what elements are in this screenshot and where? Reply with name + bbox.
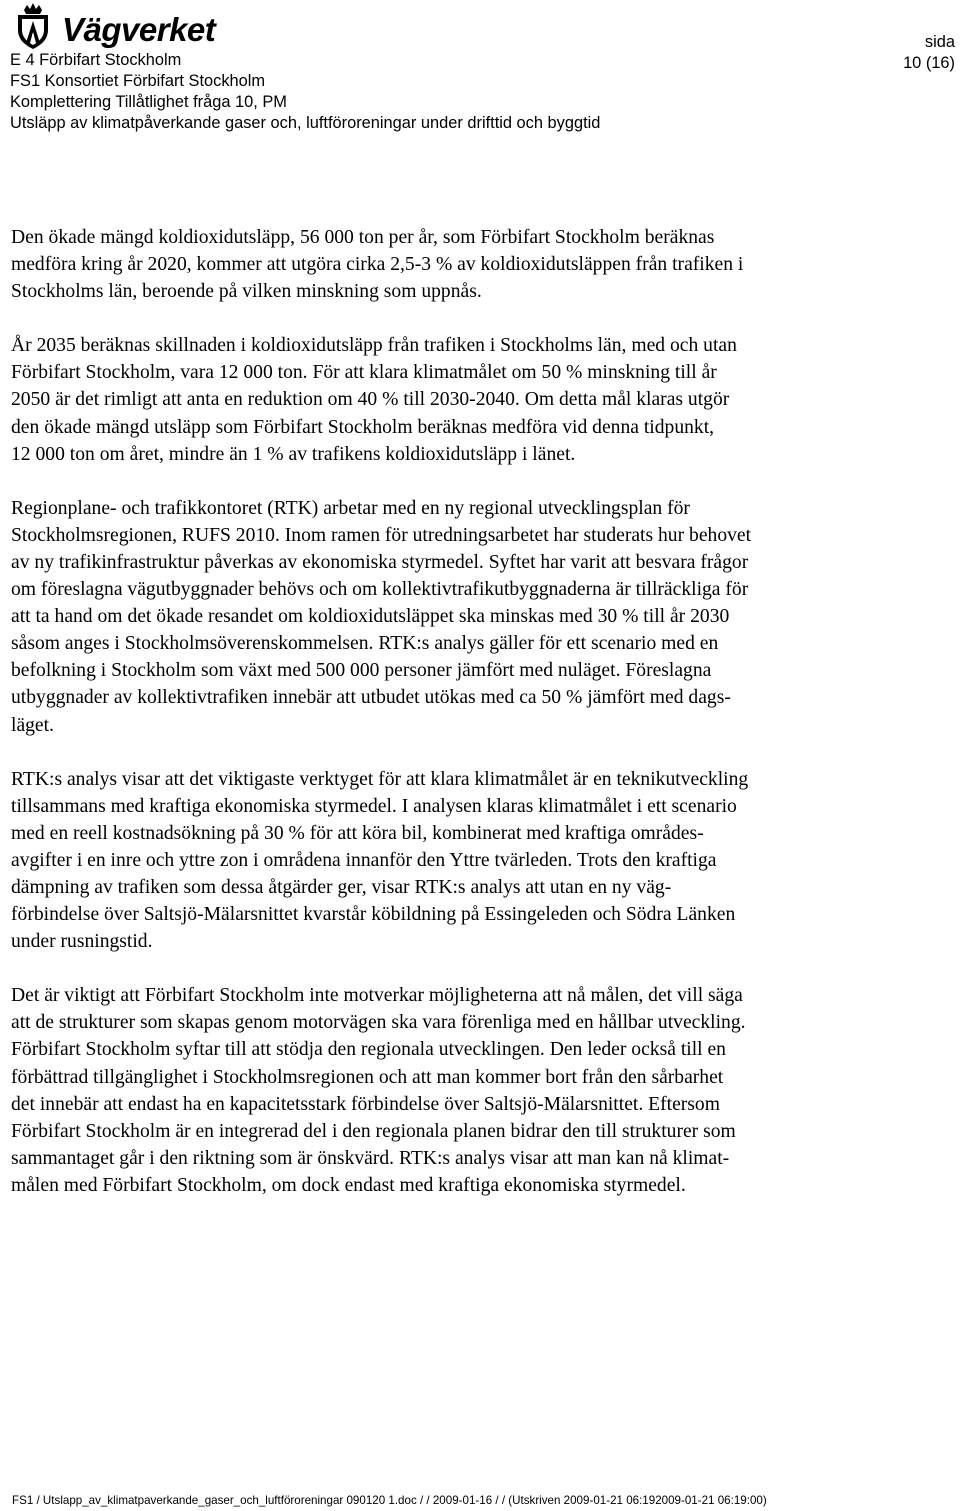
page-indicator (903, 32, 955, 74)
text-line: förbindelse över Saltsjö-Mälarsnittet kvarstår köbildning på Essingeleden och Södra Länken (11, 904, 736, 926)
text-line: Förbifart Stockholm, vara 12 000 ton. För att klara klimatmålet om 50 % minskning till år (11, 362, 717, 384)
header-line: FS1 Konsortiet Förbifart Stockholm (10, 72, 266, 90)
text-line: med en reell kostnadsökning på 30 % för att köra bil, kombinerat med kraftiga områdes- (11, 822, 704, 844)
text-line: såsom anges i Stockholmsöverenskommelsen. RTK:s analys gäller för ett scenario med en (11, 633, 719, 655)
text-line: Förbifart Stockholm syftar till att stödja den regionala utvecklingen. Den leder också till en (11, 1039, 726, 1061)
text-line: att de strukturer som skapas genom motorvägen ska vara förenliga med en hållbar utveckling. (11, 1012, 746, 1034)
paragraph (11, 982, 956, 1199)
text-line: den ökade mängd utsläpp som Förbifart Stockholm beräknas medföra vid denna tidpunkt, (11, 416, 715, 438)
text-line: Det är viktigt att Förbifart Stockholm inte motverkar möjligheterna att nå målen, det vill säga (11, 985, 743, 1007)
document-body (11, 224, 956, 1226)
text-line: om föreslagna vägutbyggnader behövs och om kollektivtrafikutbyggnaderna är tillräckliga för (11, 579, 749, 601)
paragraph (11, 224, 956, 305)
page-label: sida (924, 33, 955, 51)
text-line: det innebär att endast ha en kapacitetsstark förbindelse över Saltsjö-Mälarsnittet. Eftersom (11, 1093, 720, 1115)
text-line: avgifter i en inre och yttre zon i områdena innanför den Yttre tvärleden. Trots den kraftiga (11, 849, 717, 871)
text-line: medföra kring år 2020, kommer att utgöra cirka 2,5-3 % av koldioxidutsläppen från trafiken i (11, 254, 744, 276)
paragraph (11, 766, 956, 956)
text-line: 2050 är det rimligt att anta en reduktion om 40 % till 2030-2040. Om detta mål klaras utgör (11, 389, 730, 411)
text-line: Stockholmsregionen, RUFS 2010. Inom ramen för utredningsarbetet har studerats hur behovet (11, 524, 752, 546)
vagverket-logo (10, 0, 215, 52)
document-header-lines (10, 50, 600, 134)
paragraph (11, 332, 956, 467)
text-line: sammantaget går i den riktning som är önskvärd. RTK:s analys visar att man kan nå klimat- (11, 1147, 730, 1169)
text-line: År 2035 beräknas skillnaden i koldioxidutsläpp från trafiken i Stockholms län, med och utan (11, 335, 737, 357)
header-line: E 4 Förbifart Stockholm (10, 51, 182, 69)
header-line: Utsläpp av klimatpåverkande gaser och, luftföroreningar under drifttid och byggtid (10, 114, 601, 132)
text-line: tillsammans med kraftiga ekonomiska styrmedel. I analysen klaras klimatmålet i ett scenario (11, 795, 737, 817)
text-line: dämpning av trafiken som dessa åtgärder ger, visar RTK:s analys att utan en ny väg- (11, 876, 672, 898)
text-line: Den ökade mängd koldioxidutsläpp, 56 000 ton per år, som Förbifart Stockholm beräknas (11, 227, 715, 248)
page-header (10, 0, 955, 140)
header-line: Komplettering Tillåtlighet fråga 10, PM (10, 93, 287, 111)
page-number: 10 (16) (903, 54, 955, 72)
text-line: målen med Förbifart Stockholm, om dock endast med kraftiga ekonomiska styrmedel. (11, 1174, 686, 1196)
text-line: 12 000 ton om året, mindre än 1 % av trafikens koldioxidutsläpp i länet. (11, 443, 576, 465)
text-line: RTK:s analys visar att det viktigaste verktyget för att klara klimatmålet är en teknikutveckling (11, 768, 749, 790)
text-line: läget. (11, 714, 54, 736)
text-line: förbättrad tillgänglighet i Stockholmsregionen och att man kommer bort från den sårbarhet (11, 1066, 724, 1088)
text-line: att ta hand om det ökade resandet om koldioxidutsläppet ska minskas med 30 % till år 2030 (11, 606, 730, 628)
text-line: under rusningstid. (11, 931, 153, 953)
crown-emblem-icon (10, 2, 56, 52)
paragraph (11, 495, 956, 739)
logo-wordmark: Vägverket (62, 11, 216, 48)
text-line: Förbifart Stockholm är en integrerad del i den regionala planen bidrar den till strukturer som (11, 1120, 736, 1142)
text-line: Regionplane- och trafikkontoret (RTK) arbetar med en ny regional utvecklingsplan för (11, 497, 690, 519)
text-line: befolkning i Stockholm som växt med 500 000 personer jämfört med nuläget. Föreslagna (11, 660, 712, 682)
text-line: Stockholms län, beroende på vilken minskning som uppnås. (11, 281, 482, 303)
page-footer: FS1 / Utslapp_av_klimatpaverkande_gaser_och_luftföroreningar 090120 1.doc / / 2009-01-16 / / (Utskriven 2009-01-21 06:192009-01-21 06:19:00) (12, 1494, 767, 1507)
text-line: utbyggnader av kollektivtrafiken innebär att utbudet utökas med ca 50 % jämfört med dags- (11, 687, 731, 709)
text-line: av ny trafikinfrastruktur påverkas av ekonomiska styrmedel. Syftet har varit att besvara frågor (11, 551, 749, 573)
